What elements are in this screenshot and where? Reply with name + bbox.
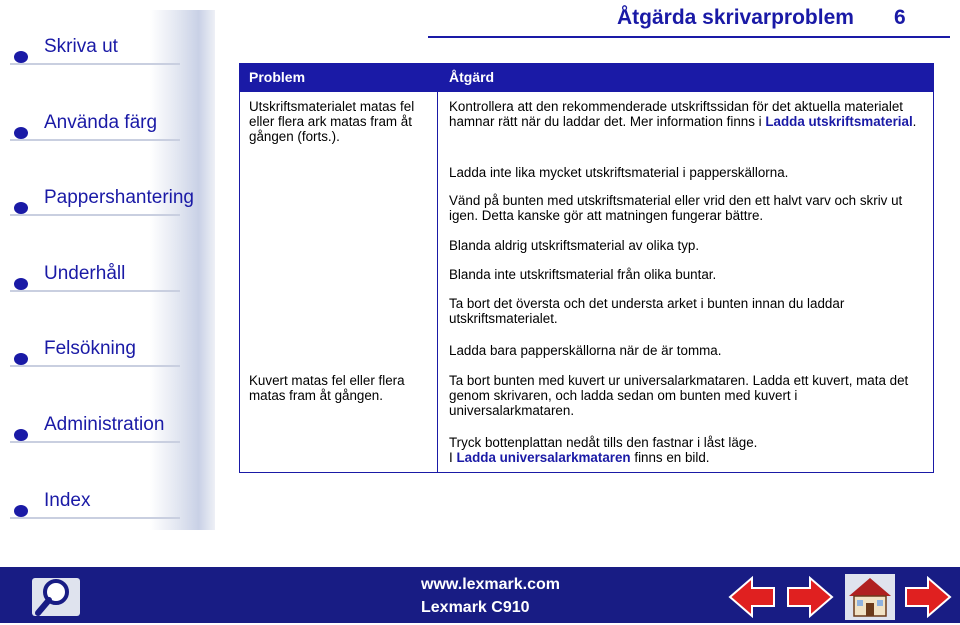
sidebar-item-label: Pappershantering (44, 187, 194, 208)
problem-cell: Utskriftsmaterialet matas fel eller flera ark matas fram åt gången (forts.). (249, 99, 415, 144)
action-item (449, 99, 919, 129)
table-header-row (240, 64, 933, 92)
action-text: Tryck bottenplattan nedåt tills den fastnar i låst läge. (449, 435, 758, 450)
sidebar-item-label: Använda färg (44, 112, 158, 133)
sidebar-item-label: Index (44, 490, 91, 511)
sidebar-item-skriva-ut[interactable] (0, 36, 215, 96)
sidebar-item-label: Administration (44, 414, 165, 435)
action-item: Vänd på bunten med utskriftsmaterial eller vrid den ett halvt varv och skriv ut igen. Detta kanske gör att matningen fungerar bättre. (449, 193, 903, 223)
column-header-problem: Problem (249, 69, 306, 85)
action-text: I (449, 450, 457, 465)
action-text-end: finns en bild. (630, 450, 710, 465)
action-text: Kontrollera att den rekommenderade utskriftssidan för det aktuella materialet hamnar rätt när du laddar det. Mer information finns i (449, 99, 904, 129)
home-icon (845, 574, 895, 620)
link-ladda-universalarkmataren[interactable]: Ladda universalarkmataren (456, 450, 631, 465)
footer-model: Lexmark C910 (421, 599, 530, 616)
column-divider (437, 64, 438, 472)
action-item: Ladda inte lika mycket utskriftsmaterial i papperskällorna. (449, 165, 789, 180)
header-divider (428, 36, 950, 38)
forward-button-end[interactable] (904, 576, 952, 618)
sidebar-item-label: Underhåll (44, 263, 126, 284)
forward-arrow-icon (786, 576, 834, 618)
sidebar-item-anvanda-farg[interactable] (0, 112, 215, 172)
action-item: Blanda aldrig utskriftsmaterial av olika typ. (449, 238, 700, 253)
sidebar-nav (0, 0, 215, 530)
sidebar-item-index[interactable] (0, 490, 215, 550)
sidebar-item-pappershantering[interactable] (0, 187, 215, 247)
forward-arrow-icon (904, 576, 952, 618)
nav-divider (10, 214, 180, 216)
sidebar-item-label: Felsökning (44, 338, 136, 359)
nav-divider (10, 63, 180, 65)
page-title: Åtgärda skrivarproblem (617, 6, 854, 29)
footer-url[interactable]: www.lexmark.com (421, 576, 561, 593)
nav-divider (10, 517, 180, 519)
nav-divider (10, 290, 180, 292)
problem-cell: Kuvert matas fel eller flera matas fram åt gången. (249, 373, 405, 403)
action-item: Ta bort det översta och det understa arket i bunten innan du laddar utskriftsmaterialet. (449, 296, 845, 326)
action-item: Blanda inte utskriftsmaterial från olika buntar. (449, 267, 717, 282)
action-item (449, 435, 919, 465)
page-number: 6 (894, 6, 906, 29)
sidebar-item-administration[interactable] (0, 414, 215, 474)
action-text-end: . (912, 114, 917, 129)
nav-divider (10, 365, 180, 367)
back-button[interactable] (728, 576, 776, 618)
home-button[interactable] (845, 574, 895, 620)
sidebar-item-felsokning[interactable] (0, 338, 215, 398)
column-header-action: Åtgärd (449, 69, 495, 85)
sidebar-item-underhall[interactable] (0, 263, 215, 323)
nav-divider (10, 441, 180, 443)
troubleshooting-table (239, 63, 934, 473)
search-button[interactable] (30, 574, 84, 620)
action-item: Ladda bara papperskällorna när de är tomma. (449, 343, 722, 358)
search-icon (30, 574, 84, 620)
back-arrow-icon (728, 576, 776, 618)
action-item: Ta bort bunten med kuvert ur universalarkmataren. Ladda ett kuvert, mata det genom skrivaren, och ladda sedan om bunten med kuvert i universalarkmataren. (449, 373, 909, 418)
link-ladda-utskriftsmaterial[interactable]: Ladda utskriftsmaterial (765, 114, 913, 129)
forward-button[interactable] (786, 576, 834, 618)
nav-divider (10, 139, 180, 141)
sidebar-item-label: Skriva ut (44, 36, 118, 57)
